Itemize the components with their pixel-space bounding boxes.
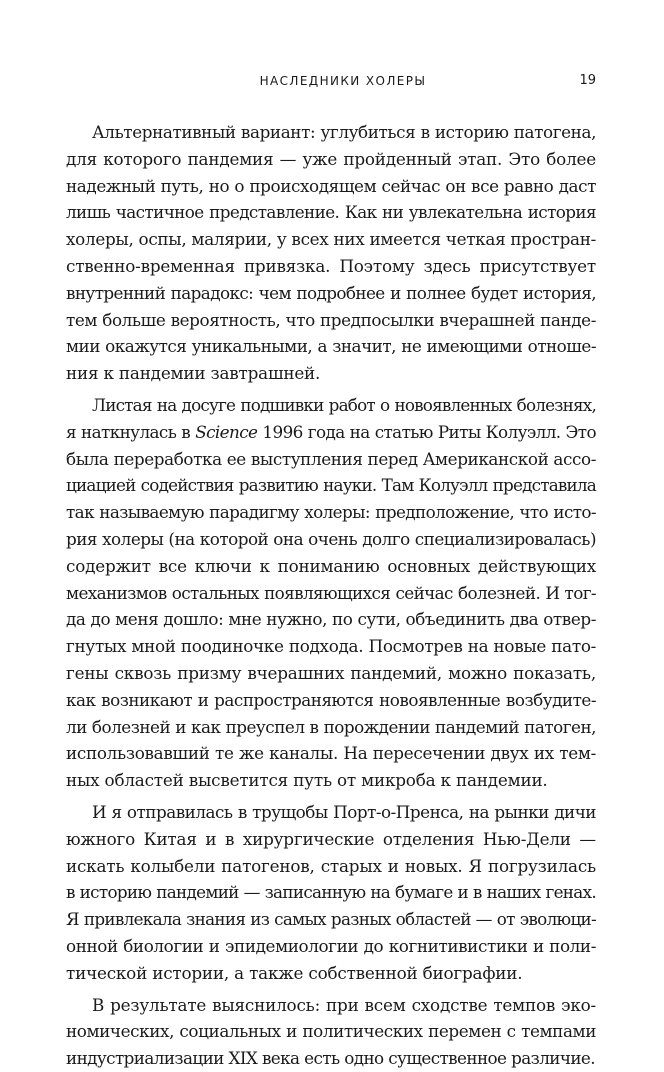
text-line: использовавший те же каналы. На пересечении двух их тем-	[66, 743, 596, 764]
text-line: да до меня дошло: мне нужно, по сути, объединить два отвер-	[66, 609, 596, 630]
text-line: как возникают и распространяются новоявленные возбудите-	[66, 689, 596, 710]
running-head	[90, 71, 596, 91]
text-line: Листая на досуге подшивки работ о новоявленных болезнях,	[92, 394, 596, 415]
text-line: искать колыбели патогенов, старых и новых. Я погрузилась	[66, 855, 596, 876]
text-line: Я привлекала знания из самых разных областей — от эволюци-	[66, 909, 596, 930]
text-line: Альтернативный вариант: углубиться в историю патогена,	[92, 122, 596, 142]
text-line: внутренний парадокс: чем подробнее и полнее будет история,	[66, 282, 596, 303]
text-line: ли болезней и как преуспел в порождении пандемий патоген,	[66, 716, 596, 737]
text-line: механизмов остальных появляющихся сейчас болезней. И тог-	[66, 582, 596, 603]
text-line: мии окажутся уникальными, а значит, не имеющими отноше-	[66, 336, 596, 357]
text-line: ственно-временная привязка. Поэтому здесь присутствует	[66, 255, 596, 276]
text-line: онной биологии и эпидемиологии до когнитивистики и поли-	[66, 935, 596, 956]
text-line: ния к пандемии завтрашней.	[66, 363, 321, 384]
text-line: тической истории, а также собственной биографии.	[66, 962, 523, 983]
text-line: тем больше вероятность, что предпосылки вчерашней панде-	[66, 309, 596, 330]
text-line: гены сквозь призму вчерашних пандемий, можно показать,	[66, 662, 596, 683]
text-line: номических, социальных и политических перемен с темпами	[66, 1021, 596, 1042]
text-line: В результате выяснилось: при всем сходстве темпов эко-	[92, 994, 596, 1015]
paragraph	[66, 799, 596, 987]
running-title: НАСЛЕДНИКИ ХОЛЕРЫ	[259, 74, 427, 88]
text-line: в историю пандемий — записанную на бумаге и в наших генах.	[66, 882, 596, 903]
paragraph	[66, 392, 596, 794]
paragraph	[66, 119, 596, 387]
text-line: холеры, оспы, малярии, у всех них имеется четкая простран-	[66, 229, 597, 250]
text-line: была переработка ее выступления перед Американской ассо-	[66, 448, 596, 469]
text-line: южного Китая и в хирургические отделения Нью-Дели —	[66, 828, 596, 849]
text-line: гнутых мной поодиночке подхода. Посмотрев на новые пато-	[66, 636, 596, 657]
text-line: циацией содействия развитию науки. Там Колуэлл представила	[66, 475, 596, 496]
text-line: надежный путь, но о происходящем сейчас он все равно даст	[66, 175, 596, 196]
text-line: рия холеры (на которой она очень долго специализировалась)	[66, 528, 596, 549]
text-line: индустриализации XIX века есть одно существенное различие.	[66, 1048, 595, 1069]
text-line: И я отправилась в трущобы Порт-о-Пренса, на рынки дичи	[92, 801, 596, 822]
paragraph	[66, 992, 596, 1072]
text-line: лишь частичное представление. Как ни увлекательна история	[66, 202, 596, 223]
text-line: я наткнулась в Science 1996 года на статью Риты Колуэлл. Это	[66, 421, 596, 442]
journal-title: Science	[195, 421, 258, 442]
body-text	[66, 119, 596, 1072]
text-line: так называемую парадигму холеры: предположение, что исто-	[66, 502, 596, 523]
text-line: содержит все ключи к пониманию основных действующих	[66, 555, 596, 576]
text-line: ных областей высветится путь от микроба к пандемии.	[66, 770, 548, 791]
text-line: для которого пандемия — уже пройденный этап. Это более	[66, 148, 596, 169]
page-number: 19	[579, 73, 596, 88]
